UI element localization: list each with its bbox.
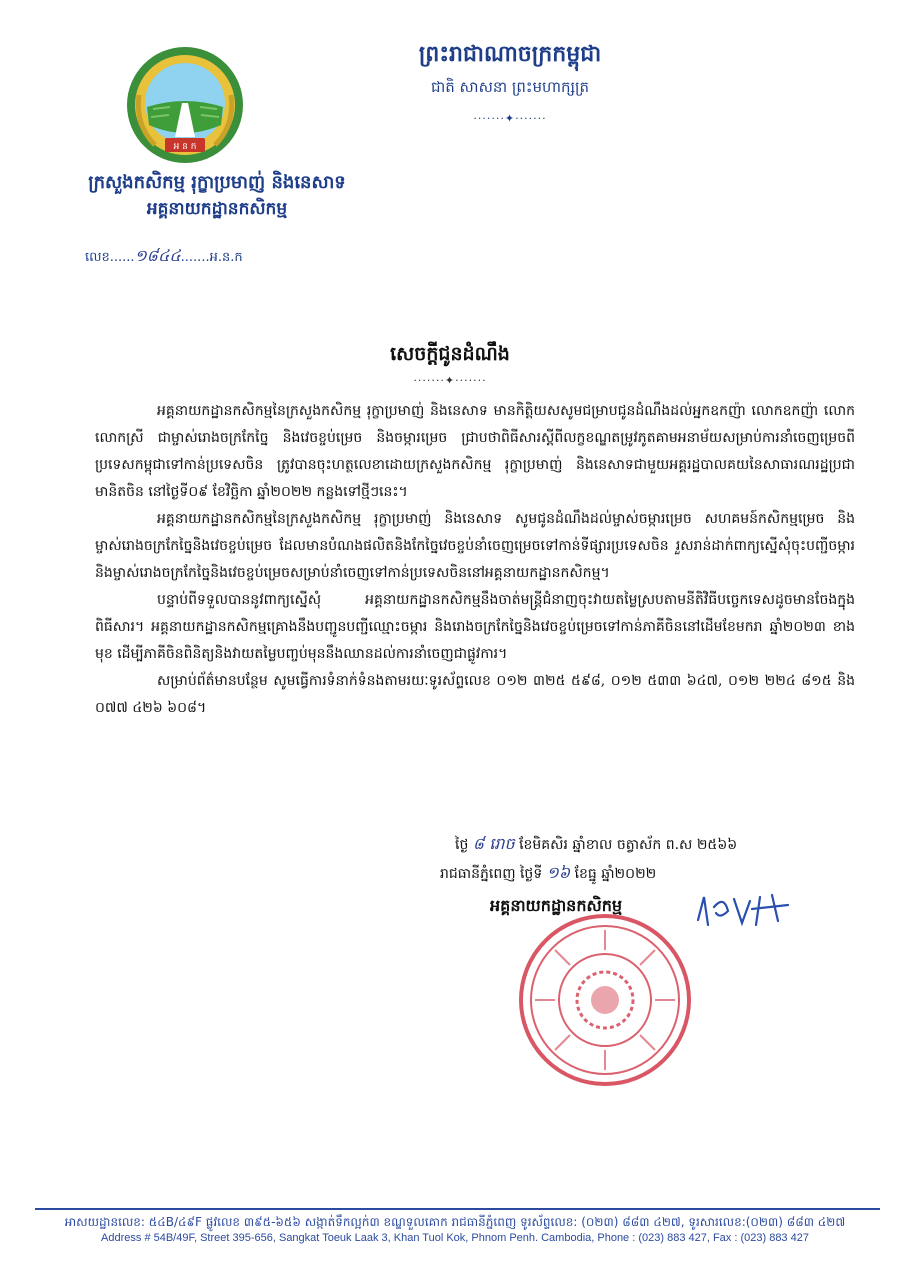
notice-body [95,398,855,722]
paragraph-3: បន្ទាប់ពីទទួលបាននូវពាក្យស្នើសុំ អគ្គនាយកដ្ឋានកសិកម្មនឹងចាត់មន្ត្រីជំនាញចុះវាយតម្លៃស្របតាមនីតិវិធីបច្ចេកទេសដូចមានចែងក្នុងពិធីសារ។ អគ្គនាយកដ្ឋានកសិកម្មគ្រោងនឹងបញ្ជូនបញ្ជីឈ្មោះចម្ការ និងរោងចក្រកែច្នៃនិងវេចខ្ចប់ម្រេចទៅកាន់ភាគីចិននៅដើមខែមករា ឆ្នាំ២០២៣ ខាងមុខ ដើម្បីភាគីចិនពិនិត្យនិងវាយតម្លៃបញ្ចប់មុននឹងឈានដល់ការនាំចេញជាផ្លូវការ។ [95,592,855,662]
ministry-logo [125,45,245,165]
national-motto: ជាតិ សាសនា ព្រះមហាក្សត្រ [430,78,590,96]
paragraph-2: អគ្គនាយកដ្ឋានកសិកម្មនៃក្រសួងកសិកម្ម រុក្ខាប្រមាញ់ និងនេសាទ សូមជូនដំណឹងដល់ម្ចាស់ចម្ការម្រេច សហគមន៍កសិកម្មម្រេច និងម្ចាស់រោងចក្រកែច្នៃនិងវេចខ្ចប់ម្រេច ដែលមានបំណងផលិតនិងកែច្នៃវេចខ្ចប់នាំចេញម្រេចទៅកាន់ទីផ្សារប្រទេសចិន រួសរាន់ដាក់ពាក្យស្នើសុំចុះបញ្ជីចម្ការ និងម្ចាស់រោងចក្រកែច្នៃនិងវេចខ្ចប់ម្រេចសម្រាប់នាំចេញទៅកាន់ប្រទេសចិននៅអគ្គនាយកដ្ឋានកសិកម្ម។ [95,511,855,581]
signature [690,885,800,935]
solar-handwritten: ១៦ [546,863,571,882]
logo-text: អ ន ក [173,142,197,152]
ref-number: ១៨៤៤ [134,246,181,265]
solar-date [440,862,840,886]
title-ornament: ·······✦······· [413,374,487,387]
footer-address-khmer: អាសយដ្ឋានលេខ: ៥៤B/៤៩F ផ្លូវលេខ ៣៩៥-៦៥៦ សង្កាត់ទឹកល្អក់៣ ខណ្ឌទួលគោក រាជធានីភ្នំពេញ ទូរស័ព្ទលេខ: (០២៣) ៨៨៣ ៤២៧, ទូរសារលេខ:(០២៣) ៨៨៣ ៤២៧ [64,1215,846,1229]
paragraph-4: សម្រាប់ព័ត៌មានបន្ថែម សូមធ្វើការទំនាក់ទំនងតាមរយៈទូរស័ព្ទលេខ ០១២ ៣២៥ ៥៩៨, ០១២ ៥៣៣ ៦៤៧, ០១២ ២២៤ ៨១៥ និង ០៧៧ ៤២៦ ៦០៨។ [95,673,855,716]
footer-divider [35,1208,880,1210]
department-name: អគ្គនាយកដ្ឋានកសិកម្ម [146,199,288,219]
notice-title: សេចក្តីជូនដំណឹង [390,343,510,365]
kingdom-heading: ព្រះរាជាណាចក្រកម្ពុជា [418,41,602,67]
solar-rest: ខែធ្នូ ឆ្នាំ២០២២ [574,866,657,882]
lunar-handwritten: ៨ រោច [472,834,515,853]
ref-prefix: លេខ...... [85,250,135,265]
ref-suffix: .......អ.ន.ក [180,250,243,265]
ministry-name: ក្រសួងកសិកម្ម រុក្ខាប្រមាញ់ និងនេសាទ [88,172,346,193]
signer-title: អគ្គនាយកដ្ឋានកសិកម្ម [490,896,623,915]
lunar-date [455,833,855,857]
paragraph-1: អគ្គនាយកដ្ឋានកសិកម្មនៃក្រសួងកសិកម្ម រុក្ខាប្រមាញ់ និងនេសាទ មានកិត្តិយសសូមជម្រាបជូនដំណឹងដល់អ្នកឧកញ៉ា លោកឧកញ៉ា លោក លោកស្រី ជាម្ចាស់រោងចក្រកែច្នៃ និងវេចខ្ចប់ម្រេច និងចម្ការម្រេច ជ្រាបថាពិធីសារស្តីពីលក្ខខណ្ឌតម្រូវភូតគាមអនាម័យសម្រាប់ការនាំចេញម្រេចពីប្រទេសកម្ពុជាទៅកាន់ប្រទេសចិន ត្រូវបានចុះហត្ថលេខាដោយក្រសួងកសិកម្ម រុក្ខាប្រមាញ់ និងនេសាទជាមួយអគ្គរដ្ឋបាលគយនៃសាធារណរដ្ឋប្រជាមានិតចិន នៅថ្ងៃទី០៩ ខែវិច្ឆិកា ឆ្នាំ២០២២ កន្លងទៅថ្មីៗនេះ។ [95,403,855,500]
footer-address-english: Address # 54B/49F, Street 395-656, Sangkat Toeuk Laak 3, Khan Tuol Kok, Phnom Penh. Cambodia, Phone : (023) 883 427, Fax : (023) 883 427 [101,1232,809,1244]
official-seal [515,910,695,1090]
lunar-rest: ខែមិគសិរ ឆ្នាំខាល ចត្វាស័ក ព.ស ២៥៦៦ [519,837,738,853]
lunar-prefix: ថ្ងៃ [455,837,469,853]
reference-number [85,245,325,269]
solar-prefix: រាជធានីភ្នំពេញ ថ្ងៃទី [440,866,543,882]
header-ornament: ·······✦······· [473,112,547,125]
